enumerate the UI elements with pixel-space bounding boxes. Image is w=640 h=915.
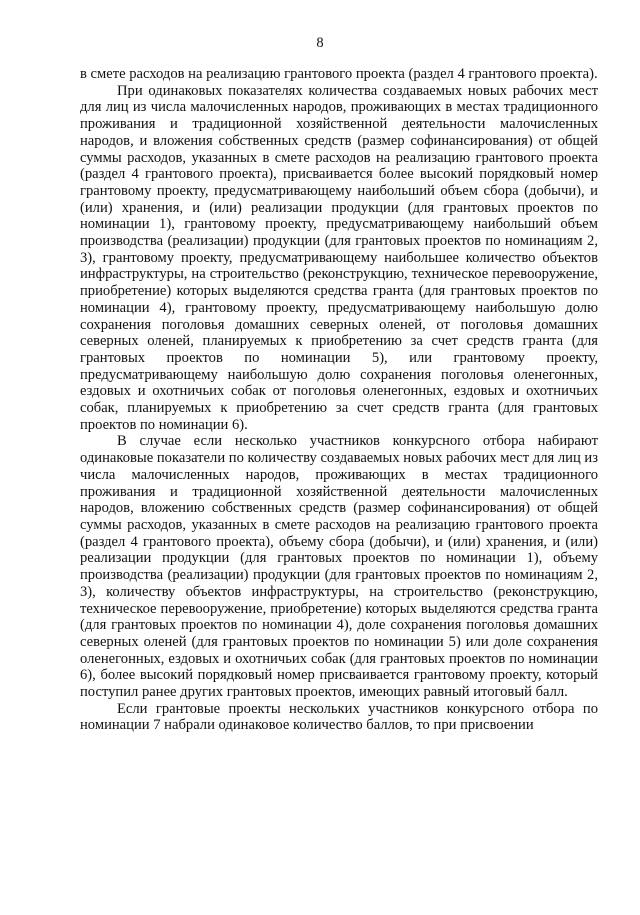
paragraph-equal-indicators: При одинаковых показателях количества создаваемых новых рабочих мест для лиц из числа малочисленных народов, проживающих в местах традиционного проживания и традиционной хозяйственной деятельности малочисленных народов, и вложения собственных средств (размер софинансирования) от общей суммы расходов, указанных в смете расходов на реализацию грантового проекта (раздел 4 грантового проекта), присваивается более высокий порядковый номер грантовому проекту, предусматривающему наибольший объем сбора (добычи), и (или) хранения, и (или) реализации продукции (для грантовых проектов по номинации 1), грантовому проекту, предусматривающему наибольший объем производства (реализации) продукции (для грантовых проектов по номинациям 2, 3), грантовому проекту, предусматривающему наибольшее количество объектов инфраструктуры, на строительство (реконструкцию, техническое перевооружение, приобретение) которых выделяются средства гранта (для грантовых проектов по номинации 4), грантовому проекту, предусматривающему наибольшую долю сохранения поголовья домашних северных оленей, от поголовья домашних северных оленей, планируемых к приобретению за счет средств гранта (для грантовых проектов по номинации 5), или грантовому проекту, предусматривающему наибольшую долю сохранения поголовья оленегонных, ездовых и охотничьих собак от поголовья оленегонных, ездовых и охотничьих собак, планируемых к приобретению за счет средств гранта (для грантовых проектов по номинации 6).: [80, 82, 598, 433]
page-number: 8: [316, 35, 324, 51]
paragraph-continuation: в смете расходов на реализацию грантового проекта (раздел 4 грантового проекта).: [80, 66, 598, 82]
paragraph-nomination-7: Если грантовые проекты нескольких участников конкурсного отбора по номинации 7 набрали одинаковое количество баллов, то при присвоении: [80, 700, 598, 734]
paragraph-tie-breaking: В случае если несколько участников конкурсного отбора набирают одинаковые показатели по количеству создаваемых новых рабочих мест для лиц из числа малочисленных народов, проживающих в местах традиционного проживания и традиционной хозяйственной деятельности малочисленных народов, вложению собственных средств (размер софинансирования) от общей суммы расходов, указанных в смете расходов на реализацию грантового проекта (раздел 4 грантового проекта), объему сбора (добычи), и (или) хранения, и (или) реализации продукции (для грантовых проектов по номинации 1), объему производства (реализации) продукции (для грантовых проектов по номинациям 2, 3), количеству объектов инфраструктуры, на строительство (реконструкцию, техническое перевооружение, приобретение) которых выделяются средства гранта (для грантовых проектов по номинации 4), доле сохранения поголовья домашних северных оленей (для грантовых проектов по номинации 5) или доле сохранения оленегонных, ездовых и охотничьих собак (для грантовых проектов по номинации 6), более высокий порядковый номер присваивается грантовому проекту, который поступил ранее других грантовых проектов, имеющих равный итоговый балл.: [80, 433, 599, 701]
document-body: [80, 66, 598, 734]
